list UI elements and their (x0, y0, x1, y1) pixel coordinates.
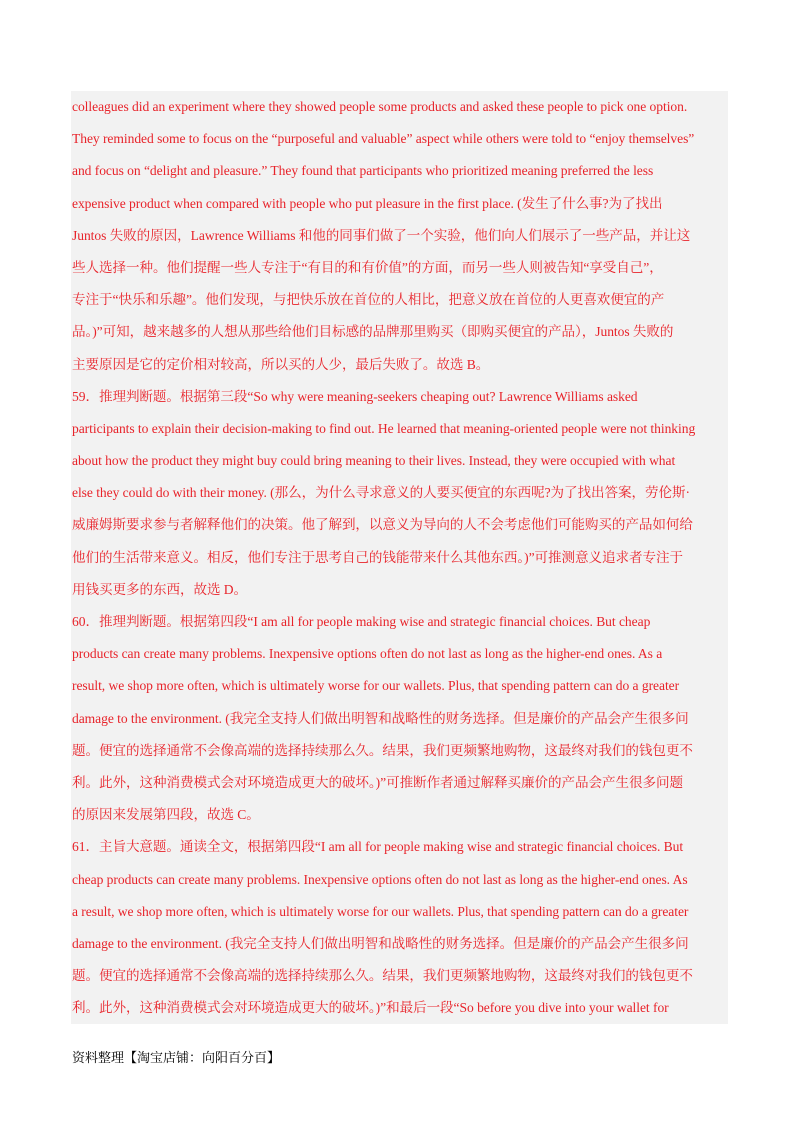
answer-text-line: damage to the environment. (我完全支持人们做出明智和战略性的财务选择。但是廉价的产品会产生很多问 (72, 710, 689, 726)
answer-text-line: 60．推理判断题。根据第四段“I am all for people making wise and strategic financial choices. But cheap (72, 614, 651, 629)
answer-text-line: 题。便宜的选择通常不会像高端的选择持续那么久。结果，我们更频繁地购物，这最终对我们的钱包更不 (72, 742, 693, 758)
answer-text-line: 利。此外，这种消费模式会对环境造成更大的破坏。)”和最后一段“So before you dive into your wallet for (72, 1000, 669, 1016)
answer-text-line: 利。此外，这种消费模式会对环境造成更大的破坏。)”可推断作者通过解释买廉价的产品会产生很多问题 (72, 774, 684, 790)
answer-text-line: 他们的生活带来意义。相反，他们专注于思考自己的钱能带来什么其他东西。)”可推测意义追求者专注于 (72, 549, 684, 565)
answer-text-line: 用钱买更多的东西，故选 D。 (72, 581, 248, 597)
answer-text-line: about how the product they might buy could bring meaning to their lives. Instead, they were occupied with what (72, 453, 676, 469)
answer-text-line: 61．主旨大意题。通读全文，根据第四段“I am all for people making wise and strategic financial choices. But (72, 839, 684, 855)
answer-text-line: 品。)”可知，越来越多的人想从那些给他们目标感的品牌那里购买（即购买便宜的产品），Juntos 失败的 (72, 324, 674, 340)
answer-text-line: 专注于“快乐和乐趣”。他们发现，与把快乐放在首位的人相比，把意义放在首位的人更喜欢便宜的产 (72, 292, 665, 308)
answer-text-line: 的原因来发展第四段，故选 C。 (72, 807, 260, 823)
answer-text-line: 些人选择一种。他们提醒一些人专注于“有目的和有价值”的方面，而另一些人则被告知“享受自己”， (72, 259, 663, 275)
answer-text-line: They reminded some to focus on the “purposeful and valuable” aspect while others were told to “enjoy themselves” (72, 131, 695, 147)
answer-text-line: products can create many problems. Inexpensive options often do not last as long as the higher-end ones. As a (72, 646, 663, 662)
answer-text-line: and focus on “delight and pleasure.” They found that participants who prioritized meaning preferred the less (72, 163, 654, 179)
answer-text-line: 59．推理判断题。根据第三段“So why were meaning-seekers cheaping out? Lawrence Williams asked (72, 388, 638, 404)
answer-text-line: cheap products can create many problems. Inexpensive options often do not last as long as the higher-end ones. As (72, 871, 688, 887)
answer-text-line: 主要原因是它的定价相对较高，所以买的人少，最后失败了。故选 B。 (72, 356, 490, 372)
answer-text-line: result, we shop more often, which is ultimately worse for our wallets. Plus, that spending pattern can do a greater (72, 678, 680, 694)
page-footer-note: 资料整理【淘宝店铺：向阳百分百】 (72, 1051, 281, 1066)
answer-text-line: 威廉姆斯要求参与者解释他们的决策。他了解到，以意义为导向的人不会考虑他们可能购买的产品如何给 (72, 517, 693, 533)
answer-text-line: expensive product when compared with people who put pleasure in the first place. (发生了什么事?为了找出 (72, 195, 663, 211)
answer-text-line: colleagues did an experiment where they showed people some products and asked these people to pick one option. (72, 99, 688, 114)
answer-text-line: damage to the environment. (我完全支持人们做出明智和战略性的财务选择。但是廉价的产品会产生很多问 (72, 935, 689, 951)
answer-text-line: a result, we shop more often, which is ultimately worse for our wallets. Plus, that spending pattern can do a greater (72, 903, 689, 919)
answer-text-line: participants to explain their decision-making to find out. He learned that meaning-oriented people were not thinking (72, 420, 696, 436)
answer-text-line: else they could do with their money. (那么，为什么寻求意义的人要买便宜的东西呢?为了找出答案，劳伦斯· (72, 485, 690, 501)
answer-explanation-block (71, 91, 728, 1024)
answer-text-line: 题。便宜的选择通常不会像高端的选择持续那么久。结果，我们更频繁地购物，这最终对我们的钱包更不 (72, 968, 693, 984)
answer-text-line: Juntos 失败的原因，Lawrence Williams 和他的同事们做了一个实验，他们向人们展示了一些产品，并让这 (72, 227, 691, 243)
